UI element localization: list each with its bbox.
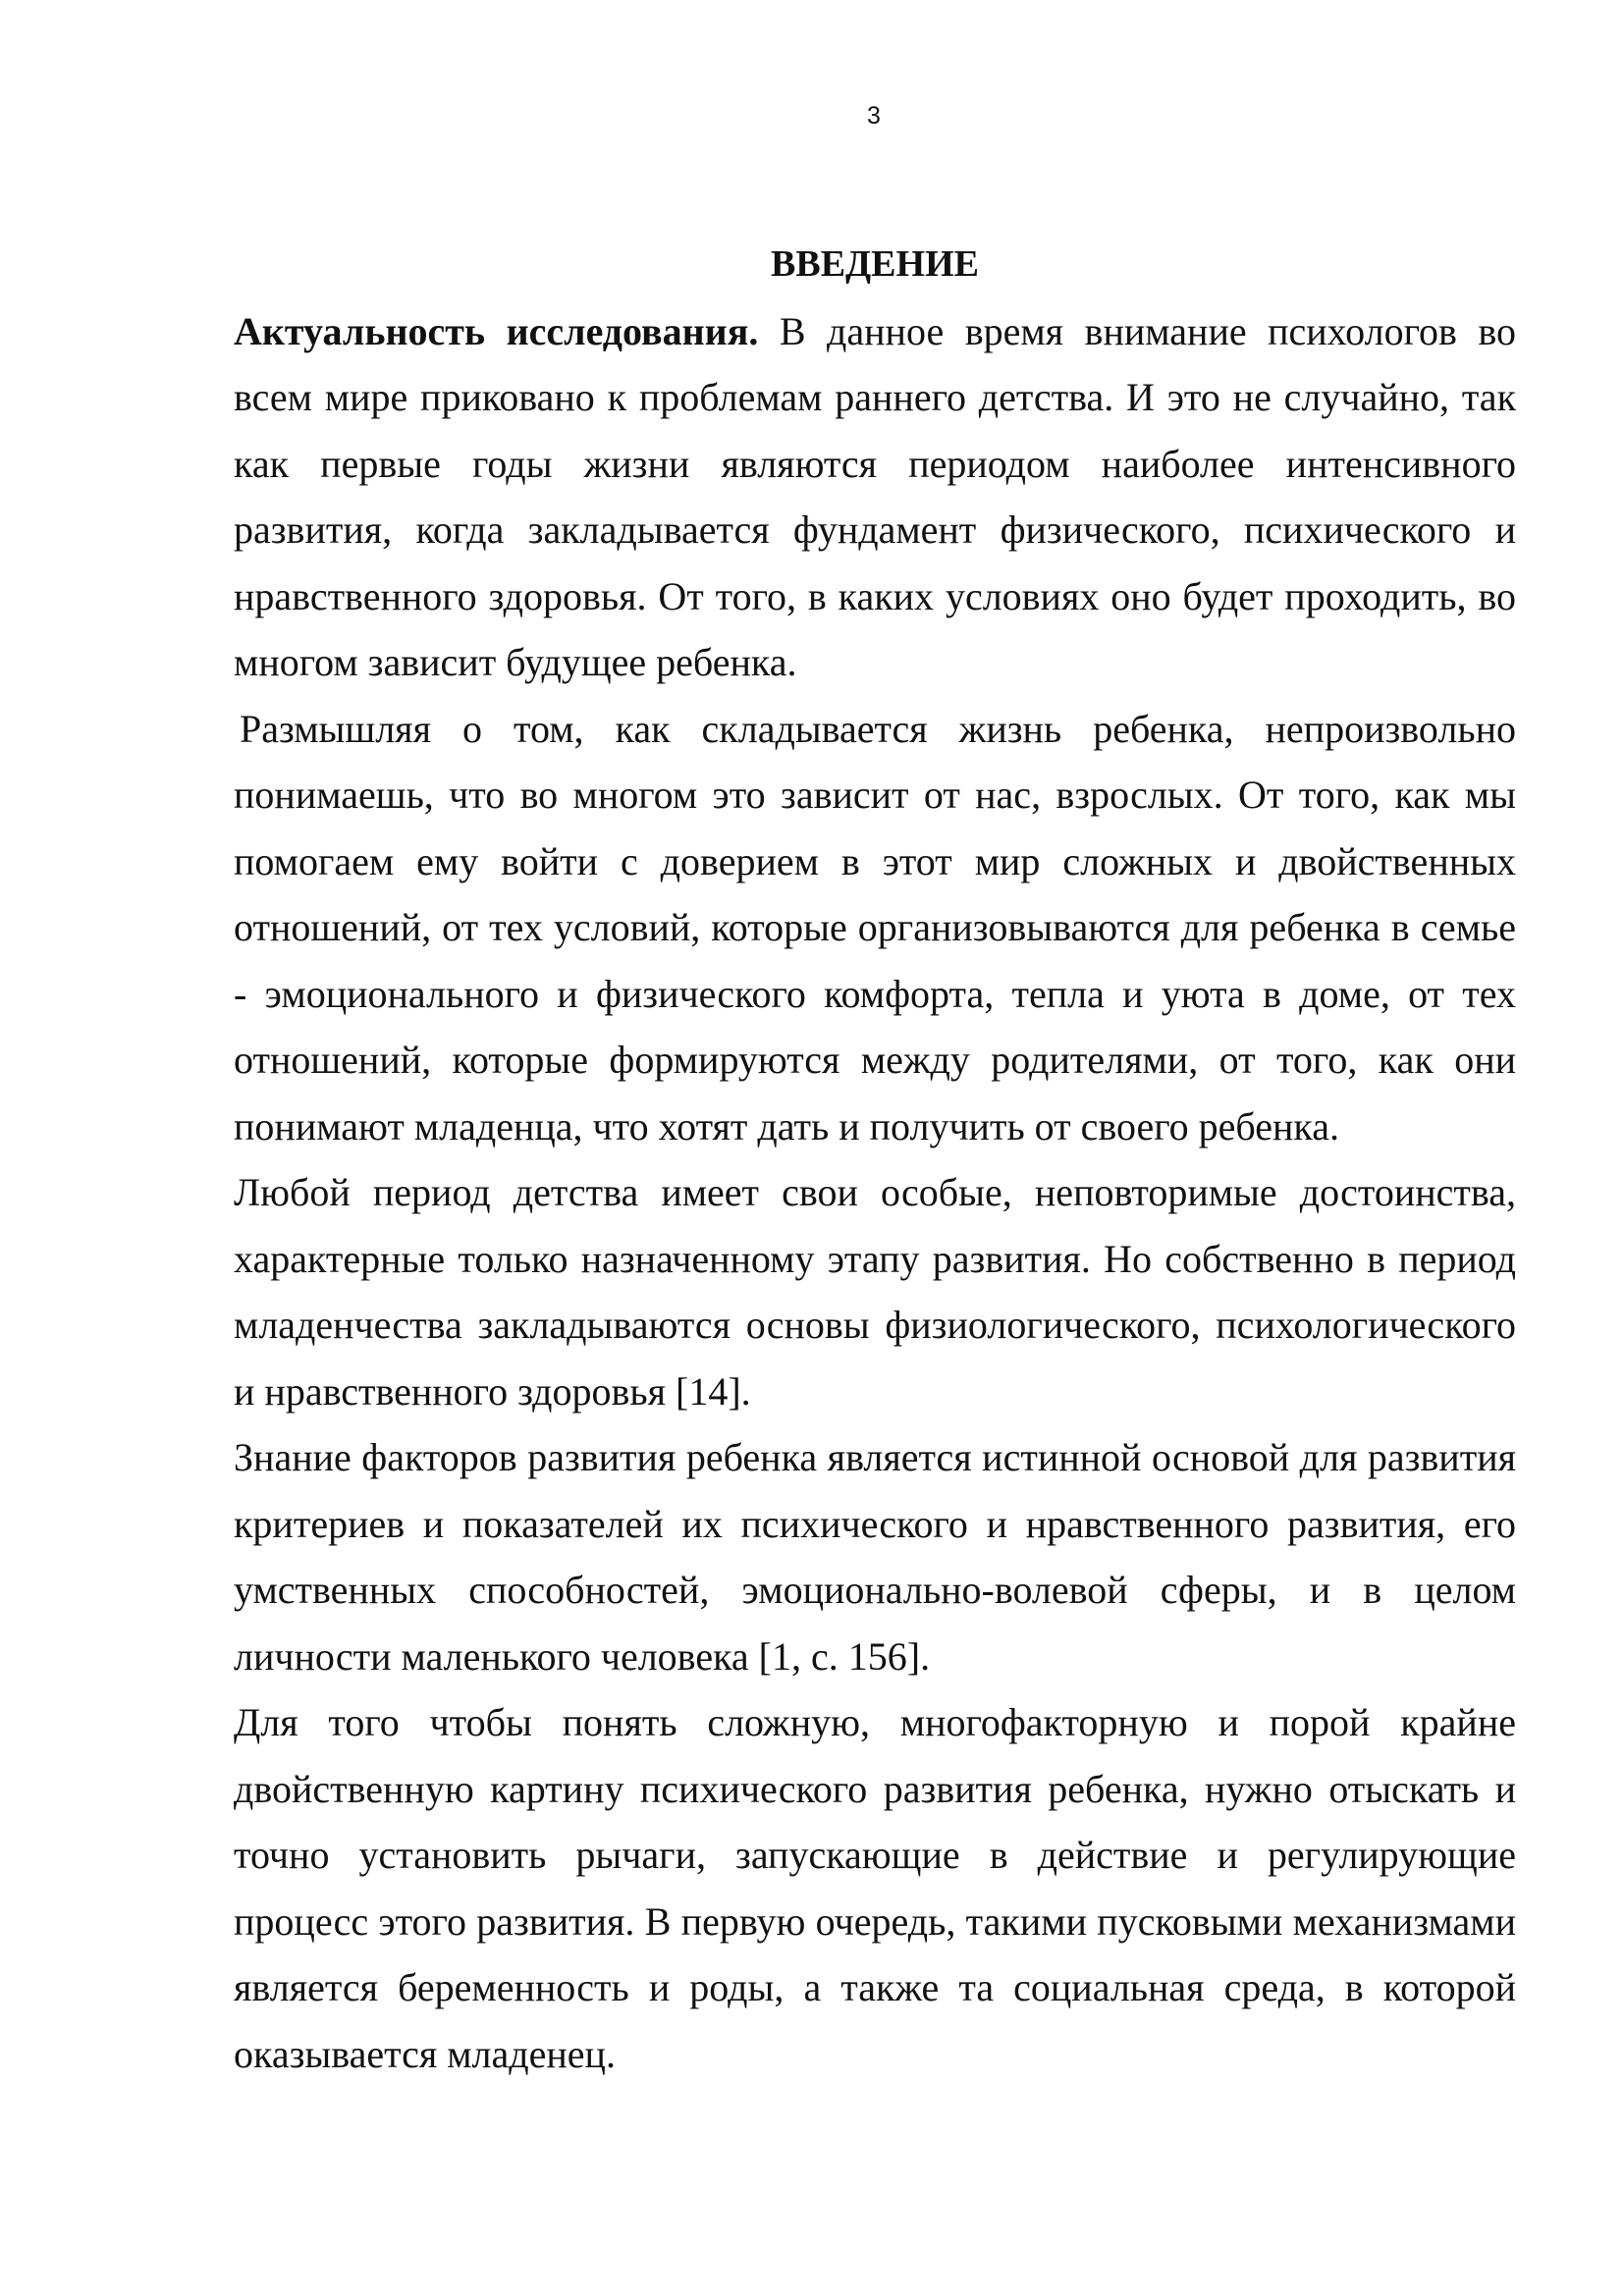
paragraph-text: Для того чтобы понять сложную, многофакторную и порой крайне двойственную картину психического развития ребенка, нужно отыскать и точно установить рычаги, запускающие в действие и регулирующие процесс этого развития. В первую очередь, такими пусковыми механизмами является беременность и роды, а также та социальная среда, в которой оказывается младенец. — [234, 1700, 1516, 2076]
paragraph-text: Размышляя о том, как складывается жизнь ребенка, непроизвольно понимаешь, что во многом это зависит от нас, взрослых. От того, как мы помогаем ему войти с доверием в этот мир сложных и двойственных отношений, от тех условий, которые организовываются для ребенка в семье - эмоционального и физического комфорта, тепла и уюта в доме, от тех отношений, которые формируются между родителями, от того, как они понимают младенца, что хотят дать и получить от своего ребенка. — [234, 706, 1516, 1148]
paragraph-text: Знание факторов развития ребенка является истинной основой для развития критериев и показателей их психического и нравственного развития, его умственных способностей, эмоционально-волевой сферы, и в целом личности маленького человека [1, с. 156]. — [234, 1435, 1516, 1679]
paragraph-text: В данное время внимание психологов во всем мире приковано к проблемам раннего детства. И это не случайно, так как первые годы жизни являются периодом наиболее интенсивного развития, когда закладывается фундамент физического, психического и нравственного здоровья. От того, в каких условиях оно будет проходить, во многом зависит будущее ребенка. — [234, 308, 1516, 684]
section-heading: ВВЕДЕНИЕ — [771, 243, 979, 285]
page-number: 3 — [867, 102, 881, 130]
document-body — [234, 232, 1516, 2087]
paragraph-lead: Актуальность исследования. — [234, 308, 759, 353]
paragraph-childhood-period — [234, 1159, 1516, 1424]
paragraph-mechanisms — [234, 1689, 1516, 2087]
paragraph-development-factors — [234, 1424, 1516, 1689]
paragraph-relevance — [234, 298, 1516, 696]
paragraph-child-life — [234, 696, 1516, 1160]
paragraph-text: Любой период детства имеет свои особые, неповторимые достоинства, характерные только назначенному этапу развития. Но собственно в период младенчества закладываются основы физиологического, психологического и нравственного здоровья [14]. — [234, 1170, 1516, 1414]
